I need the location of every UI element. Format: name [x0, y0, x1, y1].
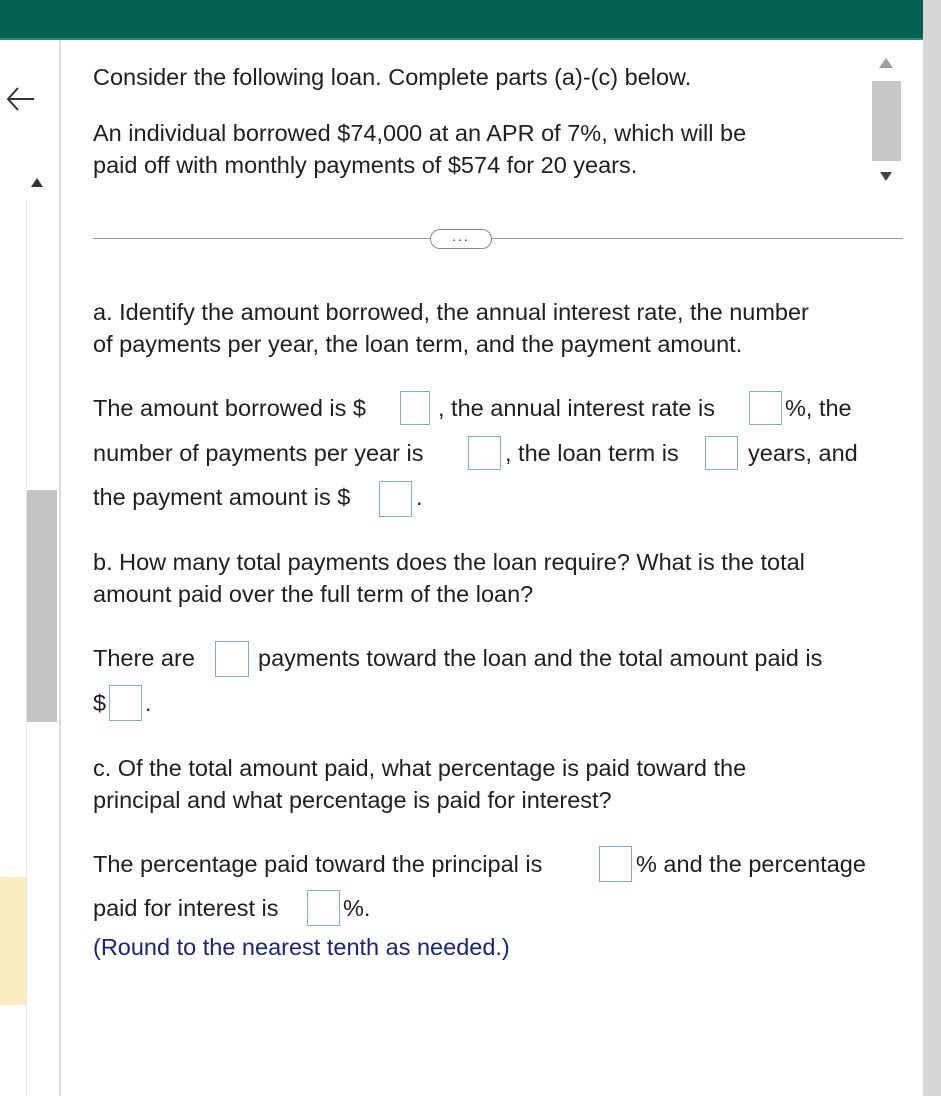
- rounding-hint: (Round to the nearest tenth as needed.): [93, 934, 510, 960]
- part-b-text-2: payments toward the loan and the total amount paid is: [258, 645, 823, 671]
- part-a-prompt-line-2: of payments per year, the loan term, and the payment amount.: [93, 331, 743, 357]
- part-a-text-5: , the loan term is: [505, 440, 679, 466]
- left-rail-divider: [59, 40, 61, 1096]
- window-scrollbar-track[interactable]: [923, 0, 941, 1096]
- question-intro: Consider the following loan. Complete parts (a)-(c) below.: [93, 64, 692, 90]
- part-c-text-3: paid for interest is: [93, 895, 279, 921]
- part-b-text-1: There are: [93, 645, 195, 671]
- header-bar: [0, 0, 923, 38]
- part-a-text-2: , the annual interest rate is: [438, 395, 715, 421]
- part-b-prompt-line-2: amount paid over the full term of the loan?: [93, 581, 534, 607]
- question-scrollbar[interactable]: [870, 48, 902, 190]
- part-a-text-8: .: [416, 484, 423, 510]
- part-a-text-3: %, the: [785, 395, 852, 421]
- principal-percentage-input[interactable]: [599, 846, 632, 882]
- problem-line-1: An individual borrowed $74,000 at an APR of 7%, which will be: [93, 120, 747, 146]
- payments-per-year-input[interactable]: [468, 436, 501, 470]
- part-b-text-4: .: [145, 690, 152, 716]
- total-amount-paid-input[interactable]: [109, 685, 142, 721]
- part-a-text-4: number of payments per year is: [93, 440, 424, 466]
- section-divider: [93, 238, 903, 239]
- scroll-down-icon[interactable]: [880, 172, 892, 181]
- part-c-prompt-line-2: principal and what percentage is paid for interest?: [93, 787, 612, 813]
- interest-percentage-input[interactable]: [307, 890, 340, 926]
- part-c-prompt-line-1: c. Of the total amount paid, what percentage is paid toward the: [93, 755, 747, 781]
- scroll-up-icon[interactable]: [879, 58, 893, 68]
- more-button[interactable]: ...: [430, 229, 492, 249]
- part-a-text-6: years, and: [748, 440, 858, 466]
- part-c-text-4: %.: [343, 895, 371, 921]
- left-highlight-marker: [0, 877, 26, 1005]
- scroll-thumb[interactable]: [872, 81, 901, 161]
- payment-amount-input[interactable]: [379, 481, 412, 517]
- left-scroll-thumb[interactable]: [27, 490, 57, 722]
- part-c-text-2: % and the percentage: [636, 851, 866, 877]
- part-a-prompt-line-1: a. Identify the amount borrowed, the annual interest rate, the number: [93, 299, 809, 325]
- part-b-text-3: $: [93, 690, 107, 716]
- loan-term-input[interactable]: [705, 436, 738, 470]
- amount-borrowed-input[interactable]: [400, 391, 430, 425]
- header-border: [0, 38, 941, 40]
- part-a-text-7: the payment amount is $: [93, 484, 351, 510]
- left-scroll-up-icon[interactable]: [31, 178, 43, 187]
- annual-rate-input[interactable]: [749, 391, 782, 425]
- total-payments-input[interactable]: [215, 641, 249, 677]
- problem-line-2: paid off with monthly payments of $574 for 20 years.: [93, 152, 638, 178]
- part-a-text-1: The amount borrowed is $: [93, 395, 367, 421]
- back-arrow-icon[interactable]: [4, 84, 38, 114]
- part-b-prompt-line-1: b. How many total payments does the loan require? What is the total: [93, 549, 805, 575]
- part-c-text-1: The percentage paid toward the principal is: [93, 851, 543, 877]
